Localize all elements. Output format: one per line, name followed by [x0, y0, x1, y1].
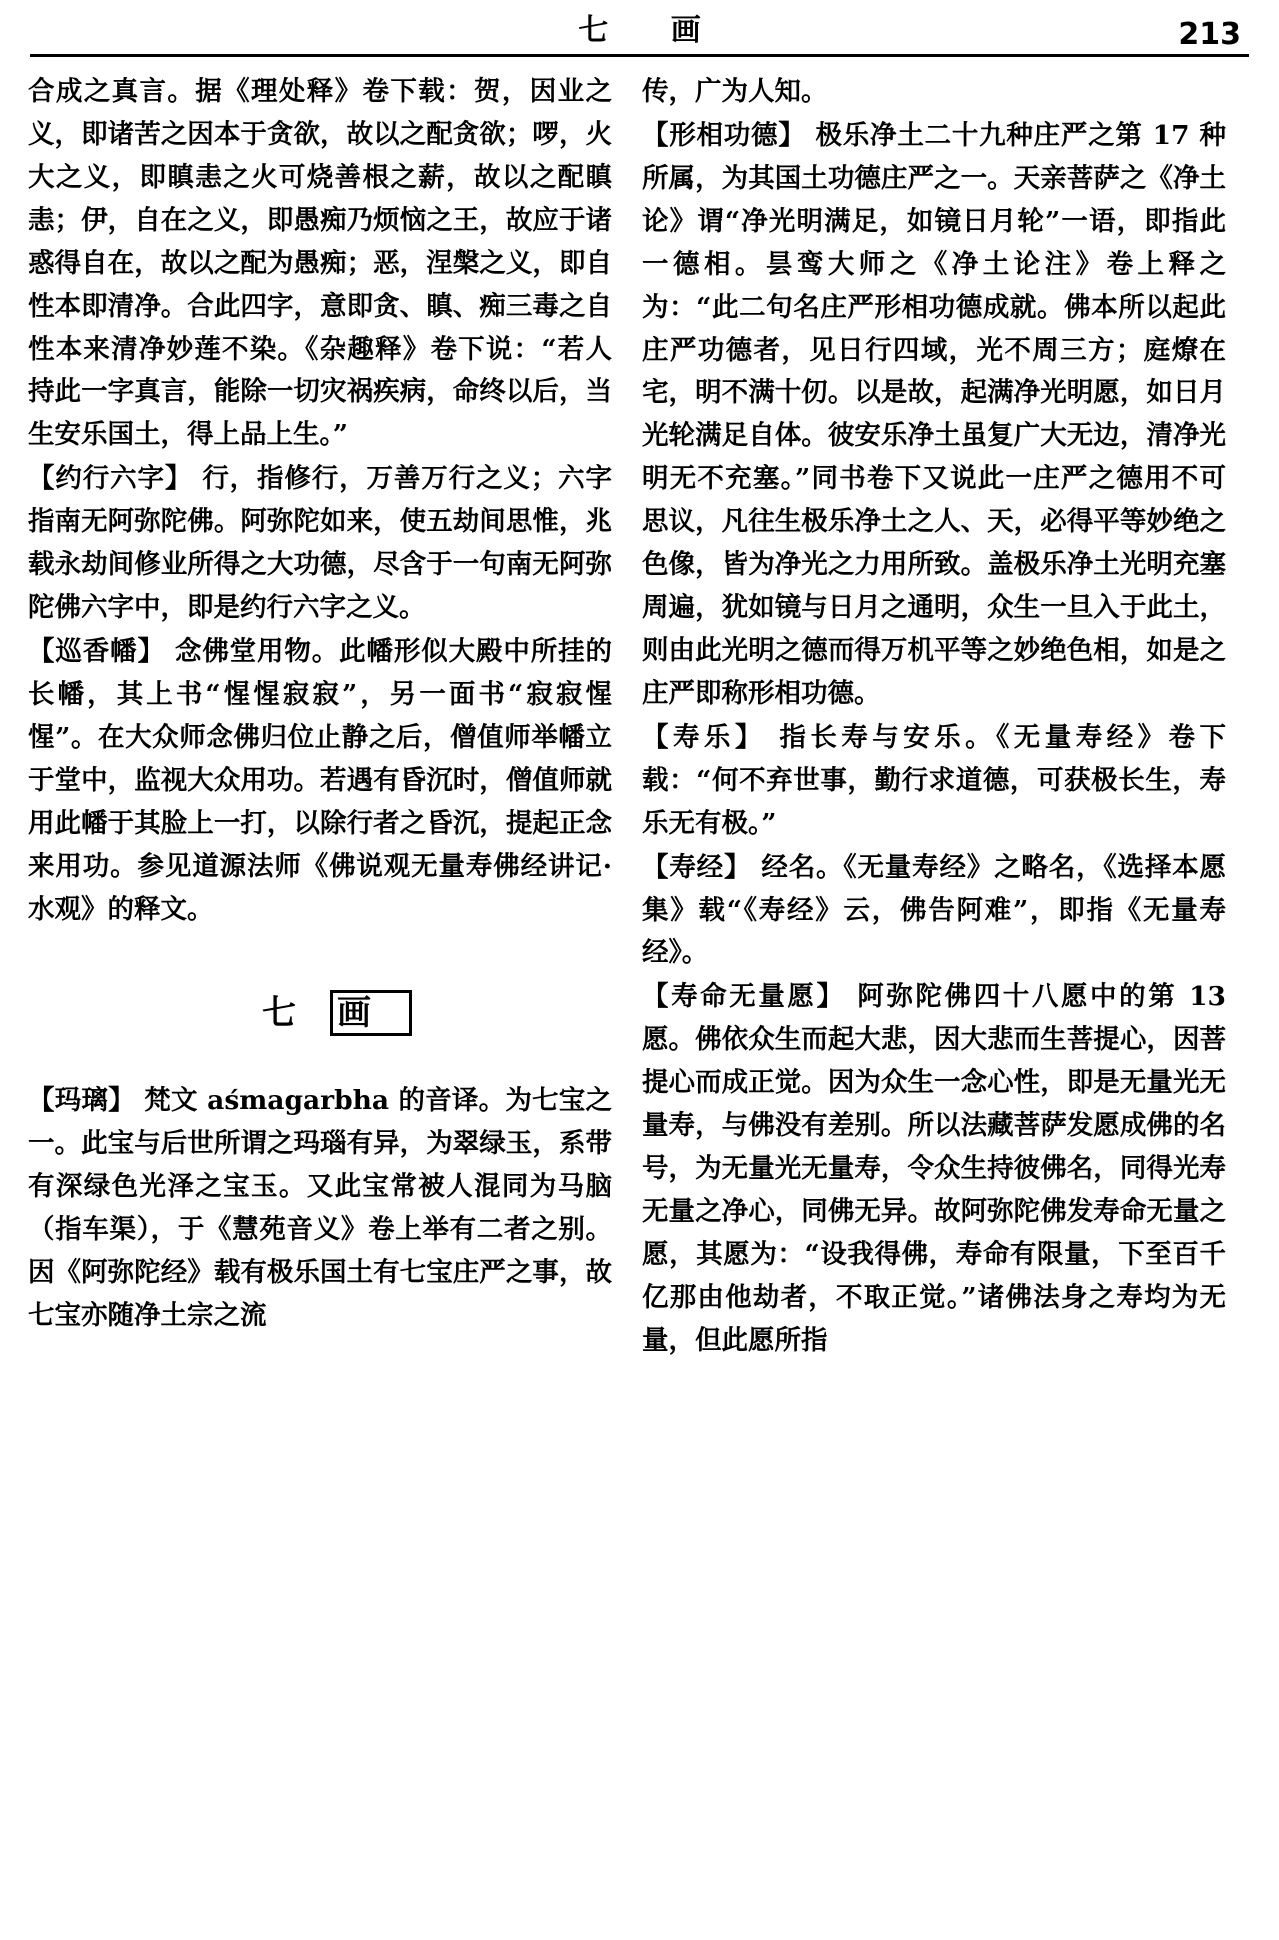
page-number: 213 — [1178, 17, 1241, 52]
left-column — [28, 71, 612, 1339]
paragraph-continued: 传，广为人知。 — [642, 76, 828, 107]
two-column-body — [28, 71, 1251, 1364]
entry-xingxiang-gongde: 【形相功德】 极乐净土二十九种庄严之第 17 种所属，为其国土功德庄严之一。天亲菩萨之《净土论》谓“净光明满足，如镜日月轮”一语，即指此一德相。昙鸾大师之《净土论注》卷上释之为：“此二句名庄严形相功德成就。佛本所以起此庄严功德者，见日行四域，光不周三方；庭燎在宅，明不满十仞。以是故，起满净光明愿，如日月光轮满足自体。彼安乐净土虽复广大无边，清净光明无不充塞。”同书卷下又说此一庄严之德用不可思议，凡往生极乐净土之人、天，必得平等妙绝之色像，皆为净光之力用所致。盖极乐净土光明充塞周遍，犹如镜与日月之通明，众生一旦入于此土，则由此光明之德而得万机平等之妙绝色相，如是之庄严即称形相功德。 — [642, 119, 1226, 709]
page-header — [28, 0, 1251, 54]
section-divider-heading — [28, 985, 612, 1034]
entry-xunxiang-fan: 【巡香幡】 念佛堂用物。此幡形似大殿中所挂的长幡，其上书“惺惺寂寂”，另一面书“寂寂惺惺”。在大众师念佛归位止静之后，僧值师举幡立于堂中，监视大众用功。若遇有昏沉时，僧值师就用此幡于其脸上一打，以除行者之昏沉，提起正念来用功。参见道源法师《佛说观无量寿佛经讲记·水观》的释文。 — [28, 635, 612, 925]
section-stroke-count: 七 — [262, 993, 330, 1034]
section-hua-label: 画 — [330, 990, 412, 1036]
header-rule — [30, 54, 1249, 57]
entry-shoujing: 【寿经】 经名。《无量寿经》之略名，《选择本愿集》载“《寿经》云，佛告阿难”，即指《无量寿经》。 — [642, 851, 1226, 969]
entry-yuexing-liuzi: 【约行六字】 行，指修行，万善万行之义；六字指南无阿弥陀佛。阿弥陀如来，使五劫间思惟，兆载永劫间修业所得之大功德，尽含于一句南无阿弥陀佛六字中，即是约行六字之义。 — [28, 463, 612, 624]
entry-shouming-wuliang-yuan: 【寿命无量愿】 阿弥陀佛四十八愿中的第 13 愿。佛依众生而起大悲，因大悲而生菩提心，因菩提心而成正觉。因为众生一念心性，即是无量光无量寿，与佛没有差别。所以法藏菩萨发愿成佛的名号，为无量光无量寿，令众生持彼佛名，同得光寿无量之净心，同佛无异。故阿弥陀佛发寿命无量之愿，其愿为：“设我得佛，寿命有限量，下至百千亿那由他劫者，不取正觉。”诸佛法身之寿均为无量，但此愿所指 — [642, 981, 1226, 1356]
entry-mali: 【玛璃】 梵文 aśmagarbha 的音译。为七宝之一。此宝与后世所谓之玛瑙有异，为翠绿玉，系带有深绿色光泽之宝玉。又此宝常被人混同为马脑（指车渠），于《慧苑音义》卷上举有二者之别。因《阿弥陀经》载有极乐国土有七宝庄严之事，故七宝亦随净土宗之流 — [28, 1085, 612, 1332]
right-column — [642, 71, 1226, 1364]
paragraph: 合成之真言。据《理处释》卷下载：贺，因业之义，即诸苦之因本于贪欲，故以之配贪欲；啰，火大之义，即瞋恚之火可烧善根之薪，故以之配瞋恚；伊，自在之义，即愚痴乃烦恼之王，故应于诸惑得自在，故以之配为愚痴；恶，涅槃之义，即自性本即清净。合此四字，意即贪、瞋、痴三毒之自性本来清净妙莲不染。《杂趣释》卷下说：“若人持此一字真言，能除一切灾祸疾病，命终以后，当生安乐国土，得上品上生。” — [28, 76, 612, 451]
header-section-title: 七 画 — [578, 13, 727, 48]
entry-shoule: 【寿乐】 指长寿与安乐。《无量寿经》卷下载：“何不弃世事，勤行求道德，可获极长生，寿乐无有极。” — [642, 721, 1226, 839]
